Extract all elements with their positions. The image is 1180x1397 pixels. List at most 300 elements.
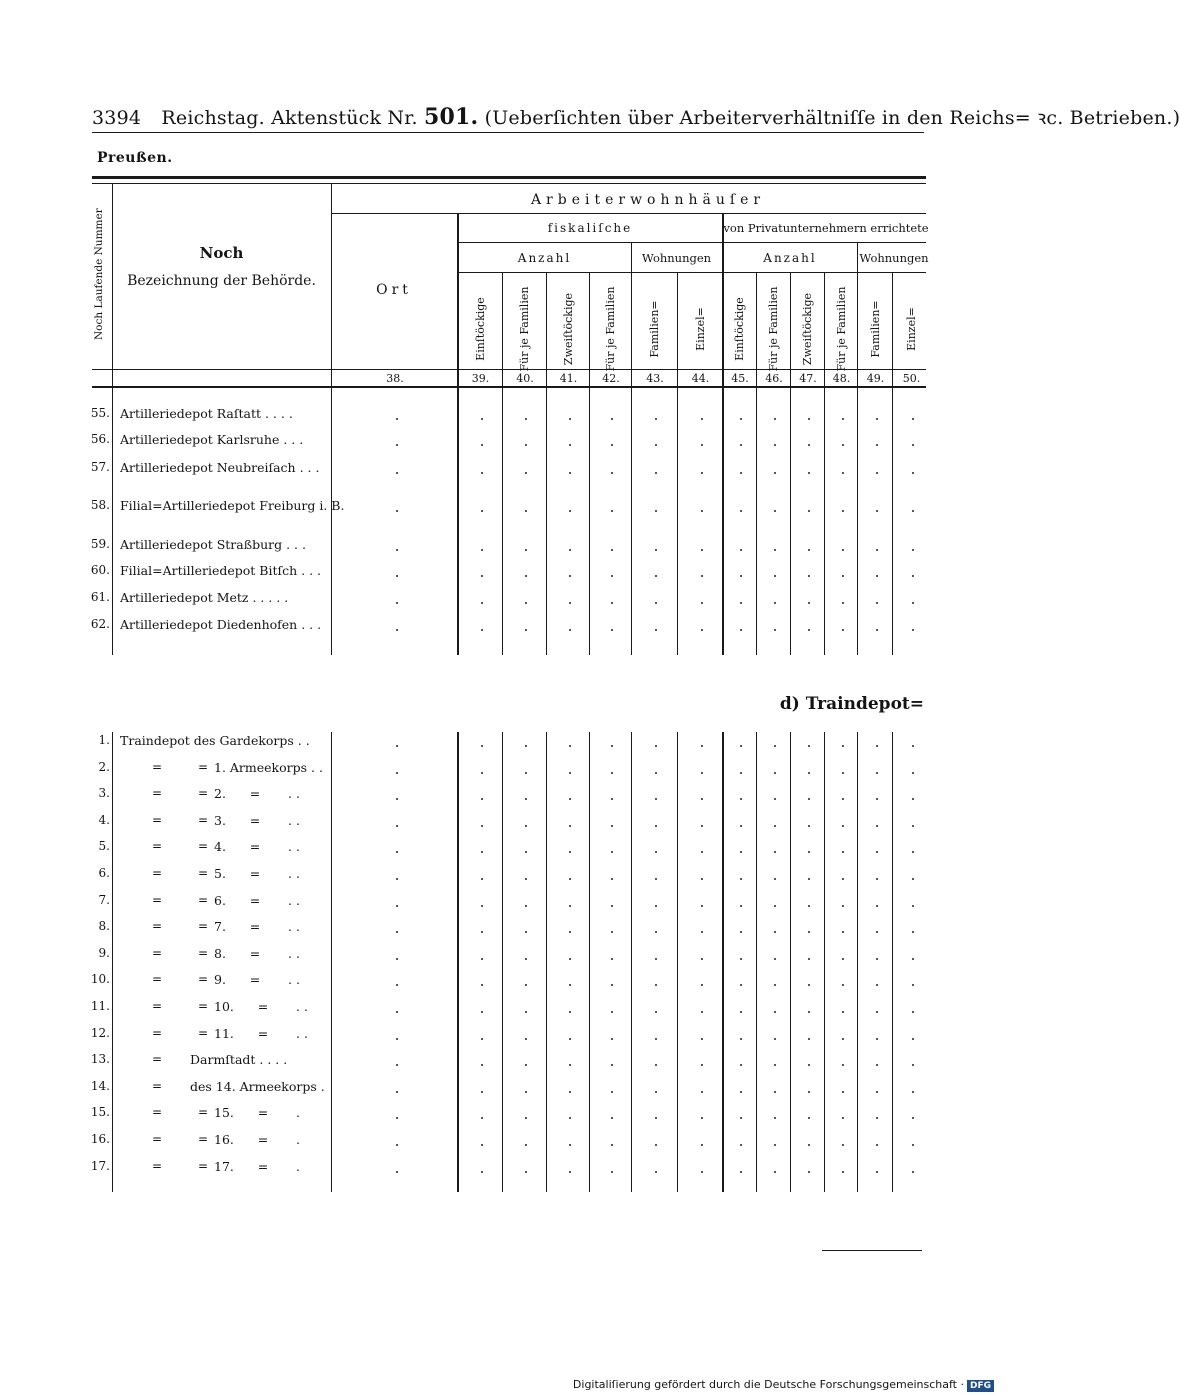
cell-dot [808,418,810,420]
cell-dot [808,1038,810,1040]
ort-dot [396,905,398,907]
footer-text: Digitaliſierung gefördert durch die Deutsche Forschungsgemeinschaft · [572,1378,964,1391]
sub-col-header: Für je Familien [604,286,617,372]
rule-colnum-bottom [92,386,926,388]
cell-dot [655,878,657,880]
cell-dot [525,1091,527,1093]
ditto-mark: = [198,999,209,1013]
cell-dot [569,602,571,604]
cell-dot [842,602,844,604]
vline-c39-b [502,732,503,1192]
cell-dot [774,472,776,474]
cell-dot [912,1117,914,1119]
row-number: 1. [98,733,110,747]
vline-c41-b [589,732,590,1192]
ditto-mark: = [198,892,209,907]
cell-dot [611,418,613,420]
cell-dot [740,444,742,446]
cell-dot [808,984,810,986]
cell-dot [569,931,571,933]
cell-dot [842,1171,844,1173]
cell-dot [876,745,878,747]
cell-dot [525,1144,527,1146]
cell-dot [842,444,844,446]
col-header-ort: Ort [376,282,412,298]
cell-dot [655,1117,657,1119]
row-number: 10. [90,972,110,987]
ditto-mark: = [152,1132,163,1146]
ort-dot [396,878,398,880]
cell-dot [611,958,613,960]
cell-dot [912,1144,914,1146]
cell-dot [655,1011,657,1013]
cell-dot [481,629,483,631]
cell-dot [912,549,914,551]
vline-c47-b [824,732,825,1192]
cell-dot [740,798,742,800]
row-name: 4. = . . [214,839,300,855]
ditto-mark: = [152,1052,163,1067]
cell-dot [740,602,742,604]
ort-dot [396,575,398,577]
cell-dot [569,772,571,774]
cell-dot [569,1038,571,1040]
cell-dot [611,851,613,853]
anzahl-priv: Anzahl [763,251,817,265]
cell-dot [701,1117,703,1119]
ort-dot [396,1091,398,1093]
column-number: 40. [516,372,534,385]
row-number: 6. [98,866,110,880]
ditto-mark: = [152,1158,163,1173]
ort-dot [396,1171,398,1173]
cell-dot [876,1038,878,1040]
cell-dot [481,825,483,827]
cell-dot [876,549,878,551]
cell-dot [912,472,914,474]
cell-dot [740,549,742,551]
cell-dot [481,1038,483,1040]
cell-dot [912,602,914,604]
cell-dot [569,1064,571,1066]
vline-c42-b [631,732,632,1192]
column-number: 42. [602,372,620,385]
cell-dot [701,772,703,774]
row-number: 62. [90,617,110,631]
cell-dot [740,825,742,827]
ditto-mark: = [152,999,163,1013]
cell-dot [701,905,703,907]
row-number: 2. [98,759,110,774]
ort-dot [396,772,398,774]
cell-dot [808,1144,810,1146]
cell-dot [569,851,571,853]
cell-dot [774,878,776,880]
cell-dot [876,510,878,512]
rule-subgroup [458,242,926,243]
row-name: Artilleriedepot Straßburg . . . [120,537,306,552]
cell-dot [912,510,914,512]
ditto-mark: = [198,786,209,801]
cell-dot [701,1064,703,1066]
cell-dot [481,418,483,420]
cell-dot [481,931,483,933]
cell-dot [740,418,742,420]
cell-dot [808,1064,810,1066]
cell-dot [525,472,527,474]
cell-dot [569,1011,571,1013]
cell-dot [569,1091,571,1093]
ort-dot [396,1117,398,1119]
ort-dot [396,1064,398,1066]
vline-num-b [112,732,113,1192]
cell-dot [569,905,571,907]
group-main-title: Arbeiterwohnhäuſer [530,192,766,208]
cell-dot [611,510,613,512]
table-top-rule [92,176,926,179]
cell-dot [655,1038,657,1040]
vline-c48 [857,242,858,655]
ditto-mark: = [198,1132,209,1146]
cell-dot [808,1171,810,1173]
vline-c48-b [857,732,858,1192]
cell-dot [740,1038,742,1040]
cell-dot [842,1011,844,1013]
cell-dot [842,549,844,551]
cell-dot [569,745,571,747]
cell-dot [611,1091,613,1093]
ditto-mark: = [198,1158,209,1173]
cell-dot [808,745,810,747]
cell-dot [740,984,742,986]
sub-col-header: Einſtöckige [473,297,487,361]
cell-dot [525,602,527,604]
cell-dot [912,745,914,747]
row-number: 16. [90,1132,110,1146]
cell-dot [912,958,914,960]
ort-dot [396,418,398,420]
cell-dot [740,629,742,631]
cell-dot [740,1091,742,1093]
row-number: 11. [90,999,110,1013]
ort-dot [396,1144,398,1146]
row-number: 61. [90,590,110,604]
cell-dot [701,549,703,551]
cell-dot [842,575,844,577]
cell-dot [569,444,571,446]
row-name: Artilleriedepot Metz . . . . . [120,590,289,605]
cell-dot [701,510,703,512]
ditto-mark: = [152,1078,163,1093]
cell-dot [912,878,914,880]
vline-c49-b [892,732,893,1192]
ditto-mark: = [152,1025,163,1040]
cell-dot [774,1064,776,1066]
cell-dot [842,931,844,933]
cell-dot [655,444,657,446]
cell-dot [912,1091,914,1093]
cell-dot [481,472,483,474]
ditto-mark: = [152,972,163,987]
cell-dot [774,825,776,827]
state-label: Preußen. [97,150,173,166]
cell-dot [808,549,810,551]
cell-dot [701,602,703,604]
cell-dot [808,905,810,907]
row-name: 8. = . . [214,945,300,961]
column-number: 48. [832,372,851,385]
cell-dot [774,549,776,551]
cell-dot [842,878,844,880]
ort-dot [396,825,398,827]
cell-dot [740,1144,742,1146]
cell-dot [655,798,657,800]
sub-col-header: Für je Familien [834,286,848,372]
dfg-logo: DFG [967,1380,994,1392]
cell-dot [525,1117,527,1119]
ditto-mark: = [198,839,209,854]
cell-dot [655,958,657,960]
row-name: 7. = . . [214,919,300,935]
cell-dot [912,772,914,774]
cell-dot [481,575,483,577]
ort-dot [396,798,398,800]
row-number: 15. [90,1105,110,1120]
cell-dot [912,444,914,446]
cell-dot [876,931,878,933]
cell-dot [774,745,776,747]
cell-dot [876,905,878,907]
cell-dot [876,772,878,774]
group-fisc-title: fiskaliſche [547,221,633,235]
cell-dot [481,1144,483,1146]
cell-dot [481,444,483,446]
cell-dot [655,851,657,853]
cell-dot [740,472,742,474]
cell-dot [569,549,571,551]
cell-dot [525,510,527,512]
cell-dot [525,931,527,933]
cell-dot [611,798,613,800]
cell-dot [655,629,657,631]
cell-dot [611,1171,613,1173]
cell-dot [912,851,914,853]
cell-dot [912,1064,914,1066]
ort-dot [396,745,398,747]
cell-dot [740,851,742,853]
cell-dot [842,745,844,747]
column-number: 38. [386,372,404,385]
row-name: 10. = . . [214,999,308,1014]
vline-c40-b [546,732,547,1192]
cell-dot [808,602,810,604]
cell-dot [740,1011,742,1013]
ort-dot [396,602,398,604]
cell-dot [808,575,810,577]
header-title-post: (Ueberſichten über Arbeiterverhältniſſe in den Reichs= ꝛc. Betrieben.) [484,107,1180,129]
cell-dot [842,418,844,420]
cell-dot [740,510,742,512]
cell-dot [569,472,571,474]
ditto-mark: = [198,759,209,774]
cell-dot [912,825,914,827]
cell-dot [701,851,703,853]
ditto-mark: = [198,972,209,987]
cell-dot [701,878,703,880]
cell-dot [774,575,776,577]
cell-dot [740,772,742,774]
row-number: 3. [98,786,110,801]
cell-dot [525,745,527,747]
sub-col-header: Zweiſtöckige [801,292,814,366]
vline-c49 [892,272,893,655]
row-number: 60. [90,563,110,577]
group-priv-title: von Privatunternehmern errichtete [723,221,929,235]
cell-dot [525,825,527,827]
cell-dot [912,905,914,907]
cell-dot [655,418,657,420]
cell-dot [525,444,527,446]
sub-col-header: Zweiſtöckige [561,292,575,366]
cell-dot [481,958,483,960]
row-number: 57. [90,460,110,474]
cell-dot [655,745,657,747]
cell-dot [842,851,844,853]
ort-dot [396,472,398,474]
cell-dot [569,575,571,577]
ditto-mark: = [152,1105,163,1120]
column-number: 39. [471,372,490,385]
rule-group [332,213,926,214]
cell-dot [569,958,571,960]
cell-dot [701,1011,703,1013]
cell-dot [842,772,844,774]
cell-dot [701,575,703,577]
cell-dot [701,444,703,446]
vline-name [331,183,332,655]
row-name: Filial=Artilleriedepot Freiburg i. B. [120,498,345,513]
cell-dot [842,984,844,986]
cell-dot [774,418,776,420]
row-number: 55. [90,406,110,420]
cell-dot [912,629,914,631]
cell-dot [569,825,571,827]
vline-name-b [331,732,332,1192]
cell-dot [808,825,810,827]
cell-dot [569,1144,571,1146]
ort-dot [396,510,398,512]
cell-dot [842,798,844,800]
wohnungen-priv: Wohnungen [859,251,929,265]
cell-dot [774,629,776,631]
cell-dot [842,1117,844,1119]
ditto-mark: = [152,945,163,960]
ditto-mark: = [198,1025,209,1040]
cell-dot [701,1038,703,1040]
sub-col-header: Einzel= [904,307,918,351]
cell-dot [876,984,878,986]
cell-dot [876,1171,878,1173]
cell-dot [740,878,742,880]
sub-col-header: Familien= [868,300,882,358]
cell-dot [912,1011,914,1013]
cell-dot [842,1144,844,1146]
cell-dot [876,472,878,474]
cell-dot [525,1171,527,1173]
cell-dot [740,1171,742,1173]
wohnungen-fisc: Wohnungen [641,251,712,265]
row-number: 58. [90,498,110,512]
cell-dot [481,549,483,551]
cell-dot [481,1117,483,1119]
cell-dot [611,444,613,446]
cell-dot [611,1117,613,1119]
ort-dot [396,444,398,446]
cell-dot [569,418,571,420]
cell-dot [876,878,878,880]
row-name: 5. = . . [214,866,300,881]
cell-dot [808,510,810,512]
cell-dot [481,745,483,747]
cell-dot [655,905,657,907]
cell-dot [655,575,657,577]
row-name: 17. = . [214,1158,300,1174]
row-name: 3. = . . [214,812,300,828]
cell-dot [842,825,844,827]
column-number: 41. [559,372,578,385]
cell-dot [774,772,776,774]
ditto-mark: = [152,866,163,880]
cell-dot [611,472,613,474]
cell-dot [876,1011,878,1013]
cell-dot [655,1144,657,1146]
cell-dot [774,798,776,800]
cell-dot [525,851,527,853]
cell-dot [525,1011,527,1013]
row-number: 4. [98,812,110,827]
cell-dot [774,958,776,960]
ditto-mark: = [152,786,163,801]
cell-dot [569,984,571,986]
end-rule [822,1250,922,1251]
vline-c44 [722,213,724,655]
cell-dot [481,851,483,853]
row-name: Artilleriedepot Raſtatt . . . . [120,406,293,421]
ditto-mark: = [152,812,163,827]
cell-dot [774,1144,776,1146]
cell-dot [740,1117,742,1119]
cell-dot [481,878,483,880]
cell-dot [611,984,613,986]
ort-dot [396,958,398,960]
cell-dot [842,905,844,907]
cell-dot [808,798,810,800]
footer [573,1378,994,1392]
cell-dot [876,575,878,577]
cell-dot [611,931,613,933]
ditto-mark: = [152,919,163,934]
cell-dot [912,984,914,986]
cell-dot [876,1117,878,1119]
column-number: 47. [799,372,817,385]
cell-dot [481,510,483,512]
ort-dot [396,1011,398,1013]
row-name: 9. = . . [214,972,300,988]
cell-dot [569,878,571,880]
cell-dot [525,798,527,800]
cell-dot [481,602,483,604]
header-title-pre: Reichstag. Aktenstück Nr. [161,107,418,129]
